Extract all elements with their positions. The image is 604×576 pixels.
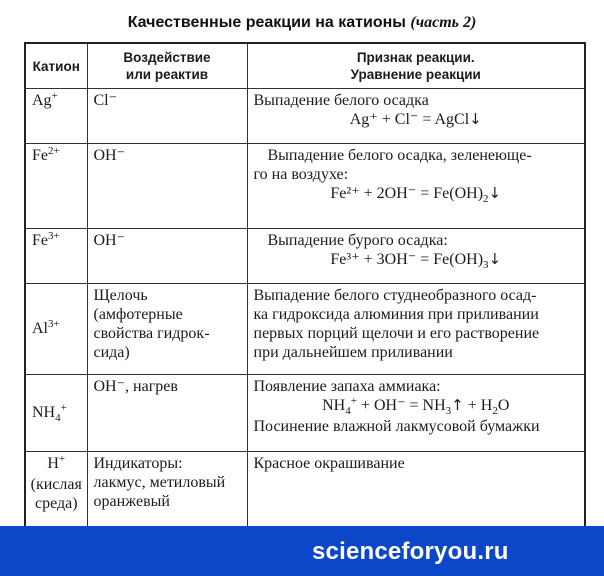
cation-charge: + (60, 401, 67, 414)
equation-text: + OH⁻ = NH (356, 397, 446, 414)
sign-h (247, 452, 585, 528)
equation-nh4 (254, 396, 579, 417)
header-sign (247, 43, 585, 89)
equation-text: Fe³⁺ + 3OH⁻ = Fe(OH) (330, 251, 484, 268)
sign-text: Красное окрашивание (253, 455, 405, 472)
reagent-al (87, 284, 247, 375)
reagent-text: OH⁻ (93, 147, 126, 164)
gas-arrow-icon: ↑ (451, 396, 464, 414)
reagent-text: OH⁻ (93, 232, 126, 249)
reagent-h (87, 452, 247, 528)
table-row (25, 284, 585, 375)
cation-symbol: Ag (32, 92, 52, 109)
reagent-line: оранжевый (93, 493, 170, 510)
reagent-line: (амфотерные (93, 306, 183, 323)
cation-fe2 (25, 144, 87, 229)
title-main: Качественные реакции на катионы (127, 14, 406, 31)
header-action-line1: Воздействие (123, 50, 211, 65)
reagent-nh4 (87, 375, 247, 452)
sign-line: ка гидроксида алюминия при приливании (253, 306, 539, 323)
table-row (25, 144, 585, 229)
table-row (25, 229, 585, 284)
sign-line: Посинение влажной лакмусовой бумажки (253, 418, 540, 435)
cation-symbol: H (47, 455, 59, 472)
reagent-text: Cl⁻ (93, 92, 118, 109)
reagent-text: OH⁻, нагрев (93, 378, 178, 395)
equation-text: Ag⁺ + Cl⁻ = AgCl (349, 111, 470, 128)
reagent-fe2 (87, 144, 247, 229)
cation-h-symbol (28, 454, 85, 475)
table-row (25, 89, 585, 144)
sign-al (247, 284, 585, 375)
sign-line: при дальнейшем приливании (253, 344, 453, 361)
header-cation (25, 43, 87, 89)
reagent-ag (87, 89, 247, 144)
header-sign-line2: Уравнение реакции (350, 67, 481, 82)
sign-fe2 (247, 144, 585, 229)
cation-nh4 (25, 375, 87, 452)
header-action (87, 43, 247, 89)
precipitate-arrow-icon: ↓ (488, 250, 502, 268)
header-sign-line1: Признак реакции. (356, 50, 475, 65)
reagent-fe3 (87, 229, 247, 284)
reagent-line: лакмус, метиловый (93, 474, 226, 491)
equation-subscript: 2 (492, 405, 498, 417)
title-part: (часть 2) (410, 14, 477, 31)
cation-charge: 3+ (48, 317, 60, 330)
sign-line: Выпадение белого студнеобразного осад- (253, 287, 537, 304)
cation-h (25, 452, 87, 528)
sign-text: Выпадение белого осадка (253, 92, 429, 109)
site-link[interactable]: scienceforyou.ru (312, 538, 509, 565)
cation-ag (25, 89, 87, 144)
cation-symbol: NH (32, 403, 56, 421)
header-action-line2: или реактив (125, 67, 209, 82)
sign-fe3 (247, 229, 585, 284)
precipitate-arrow-icon: ↓ (469, 110, 482, 128)
reagent-line: свойства гидрок- (93, 325, 210, 342)
header-cation-label: Катион (32, 58, 80, 74)
cation-subscript: 4 (55, 411, 61, 424)
sign-text: Выпадение бурого осадка: (267, 232, 448, 249)
cation-note: среда) (34, 495, 78, 512)
sign-line: первых порций щелочи и его растворение (253, 325, 540, 342)
sign-nh4 (247, 375, 585, 452)
equation-text: Fe²⁺ + 2OH⁻ = Fe(OH) (330, 185, 484, 202)
cation-al (25, 284, 87, 375)
cation-symbol: Al (32, 319, 48, 337)
reagent-line: сида) (93, 344, 130, 361)
precipitate-arrow-icon: ↓ (488, 184, 502, 202)
cation-fe3 (25, 229, 87, 284)
cation-charge: + (51, 90, 58, 102)
cation-charge: 3+ (48, 230, 60, 242)
equation-ag (254, 110, 579, 129)
sign-line: Появление запаха аммиака: (253, 378, 441, 395)
cation-charge: 2+ (48, 145, 60, 157)
equation-subscript: 4 (345, 405, 351, 417)
header-row (25, 43, 585, 89)
equation-superscript: + (350, 395, 357, 407)
equation-text: + H (463, 397, 493, 414)
equation-subscript: 3 (445, 405, 452, 417)
page-title (20, 14, 584, 32)
sign-line: го на воздухе: (253, 166, 349, 183)
equation-fe3 (254, 250, 579, 271)
sign-line: Выпадение белого осадка, зеленеюще- (267, 147, 532, 164)
equation-subscript: 3 (483, 259, 489, 271)
reactions-table (24, 42, 586, 528)
cation-note: (кислая (30, 476, 82, 493)
equation-subscript: 2 (483, 193, 489, 205)
equation-fe2 (254, 184, 579, 205)
equation-text: O (497, 397, 510, 414)
cation-symbol: Fe (32, 147, 48, 164)
table-row (25, 375, 585, 452)
sign-ag (247, 89, 585, 144)
reagent-line: Щелочь (93, 287, 148, 304)
footer-banner (0, 526, 604, 576)
table-row (25, 452, 585, 528)
cation-symbol: Fe (32, 232, 48, 249)
reagent-line: Индикаторы: (93, 455, 183, 472)
equation-text: NH (322, 397, 346, 414)
cation-charge: + (58, 453, 66, 465)
